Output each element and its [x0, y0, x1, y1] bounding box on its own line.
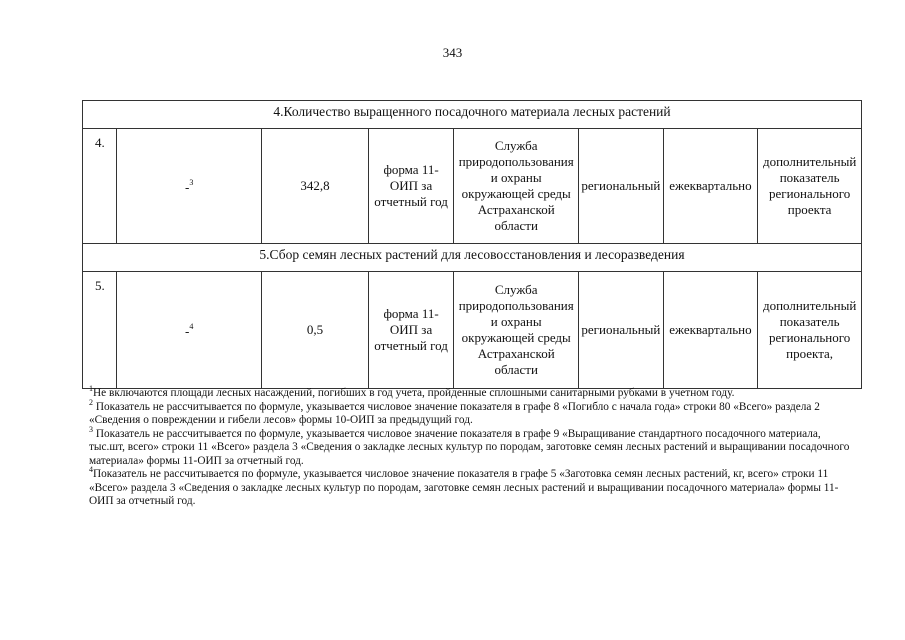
footnote-mark: 2: [89, 397, 93, 407]
indicator-cell: [117, 129, 262, 244]
periodicity-cell: ежеквартально: [663, 272, 758, 389]
indicators-table: [82, 100, 862, 389]
footnote-mark: 3: [89, 424, 93, 434]
footnote-ref: 3: [189, 178, 194, 188]
value-cell: 0,5: [262, 272, 369, 389]
level-cell: региональный: [579, 129, 664, 244]
value-cell: 342,8: [262, 129, 369, 244]
note-cell: дополнительный показатель регионального проекта: [758, 129, 862, 244]
indicator-dash: -: [184, 323, 190, 339]
section-header-row: [83, 244, 862, 272]
footnote-text: Показатель не рассчитывается по формуле, указывается числовое значение показателя в графе 8 «Погибло с начала года» строки 80 «Всего» раздела 2 «Сведения о повреждении и гибели лесов» формы 10-ОИП за предыдущий год.: [89, 400, 820, 426]
footnote-ref: 4: [189, 322, 194, 332]
row-index: 5.: [83, 272, 117, 389]
table-row: [83, 272, 862, 389]
footnote-text: Показатель не рассчитывается по формуле, указывается числовое значение показателя в графе 5 «Заготовка семян лесных растений, кг, всего» строки 11 «Всего» раздела 3 «Сведения о закладке лесных культур по породам, заготовке семян лесных растений и выращивании посадочного материала» формы 11-ОИП за отчетный год.: [89, 468, 839, 507]
footnote-mark: 1: [89, 384, 93, 394]
indicator-dash: -: [184, 179, 190, 195]
footnote-text: Показатель не рассчитывается по формуле, указывается числовое значение показателя в графе 9 «Выращивание стандартного посадочного материала, тыс.шт, всего» строки 11 «Всего» раздела 3 «Сведения о закладке лесных культур по породам, заготовке семян лесных растений и выращивании посадочного материала» формы 11-ОИП за отчетный год.: [89, 427, 850, 467]
section-title: 5.Сбор семян лесных растений для лесовосстановления и лесоразведения: [83, 244, 862, 272]
footnotes: [89, 384, 859, 509]
page-number: 343: [442, 45, 463, 60]
footnote: [89, 424, 859, 469]
responsible-cell: Служба природопользования и охраны окружающей среды Астраханской области: [454, 272, 579, 389]
footnote: [89, 384, 859, 401]
responsible-cell: Служба природопользования и охраны окружающей среды Астраханской области: [454, 129, 579, 244]
level-cell: региональный: [579, 272, 664, 389]
section-title: 4.Количество выращенного посадочного материала лесных растений: [83, 101, 862, 129]
source-cell: форма 11-ОИП за отчетный год: [368, 272, 454, 389]
row-index: 4.: [83, 129, 117, 244]
section-header-row: [83, 101, 862, 129]
indicator-cell: [117, 272, 262, 389]
footnote: [89, 397, 859, 428]
footnote-text: Не включаются площади лесных насаждений, погибших в год учета, пройденные сплошными санитарными рубками в учетном году.: [93, 387, 735, 399]
footnote-mark: 4: [89, 465, 93, 475]
table-row: [83, 129, 862, 244]
note-cell: дополнительный показатель регионального проекта,: [758, 272, 862, 389]
footnote: [89, 465, 859, 509]
source-cell: форма 11-ОИП за отчетный год: [368, 129, 454, 244]
periodicity-cell: ежеквартально: [663, 129, 758, 244]
